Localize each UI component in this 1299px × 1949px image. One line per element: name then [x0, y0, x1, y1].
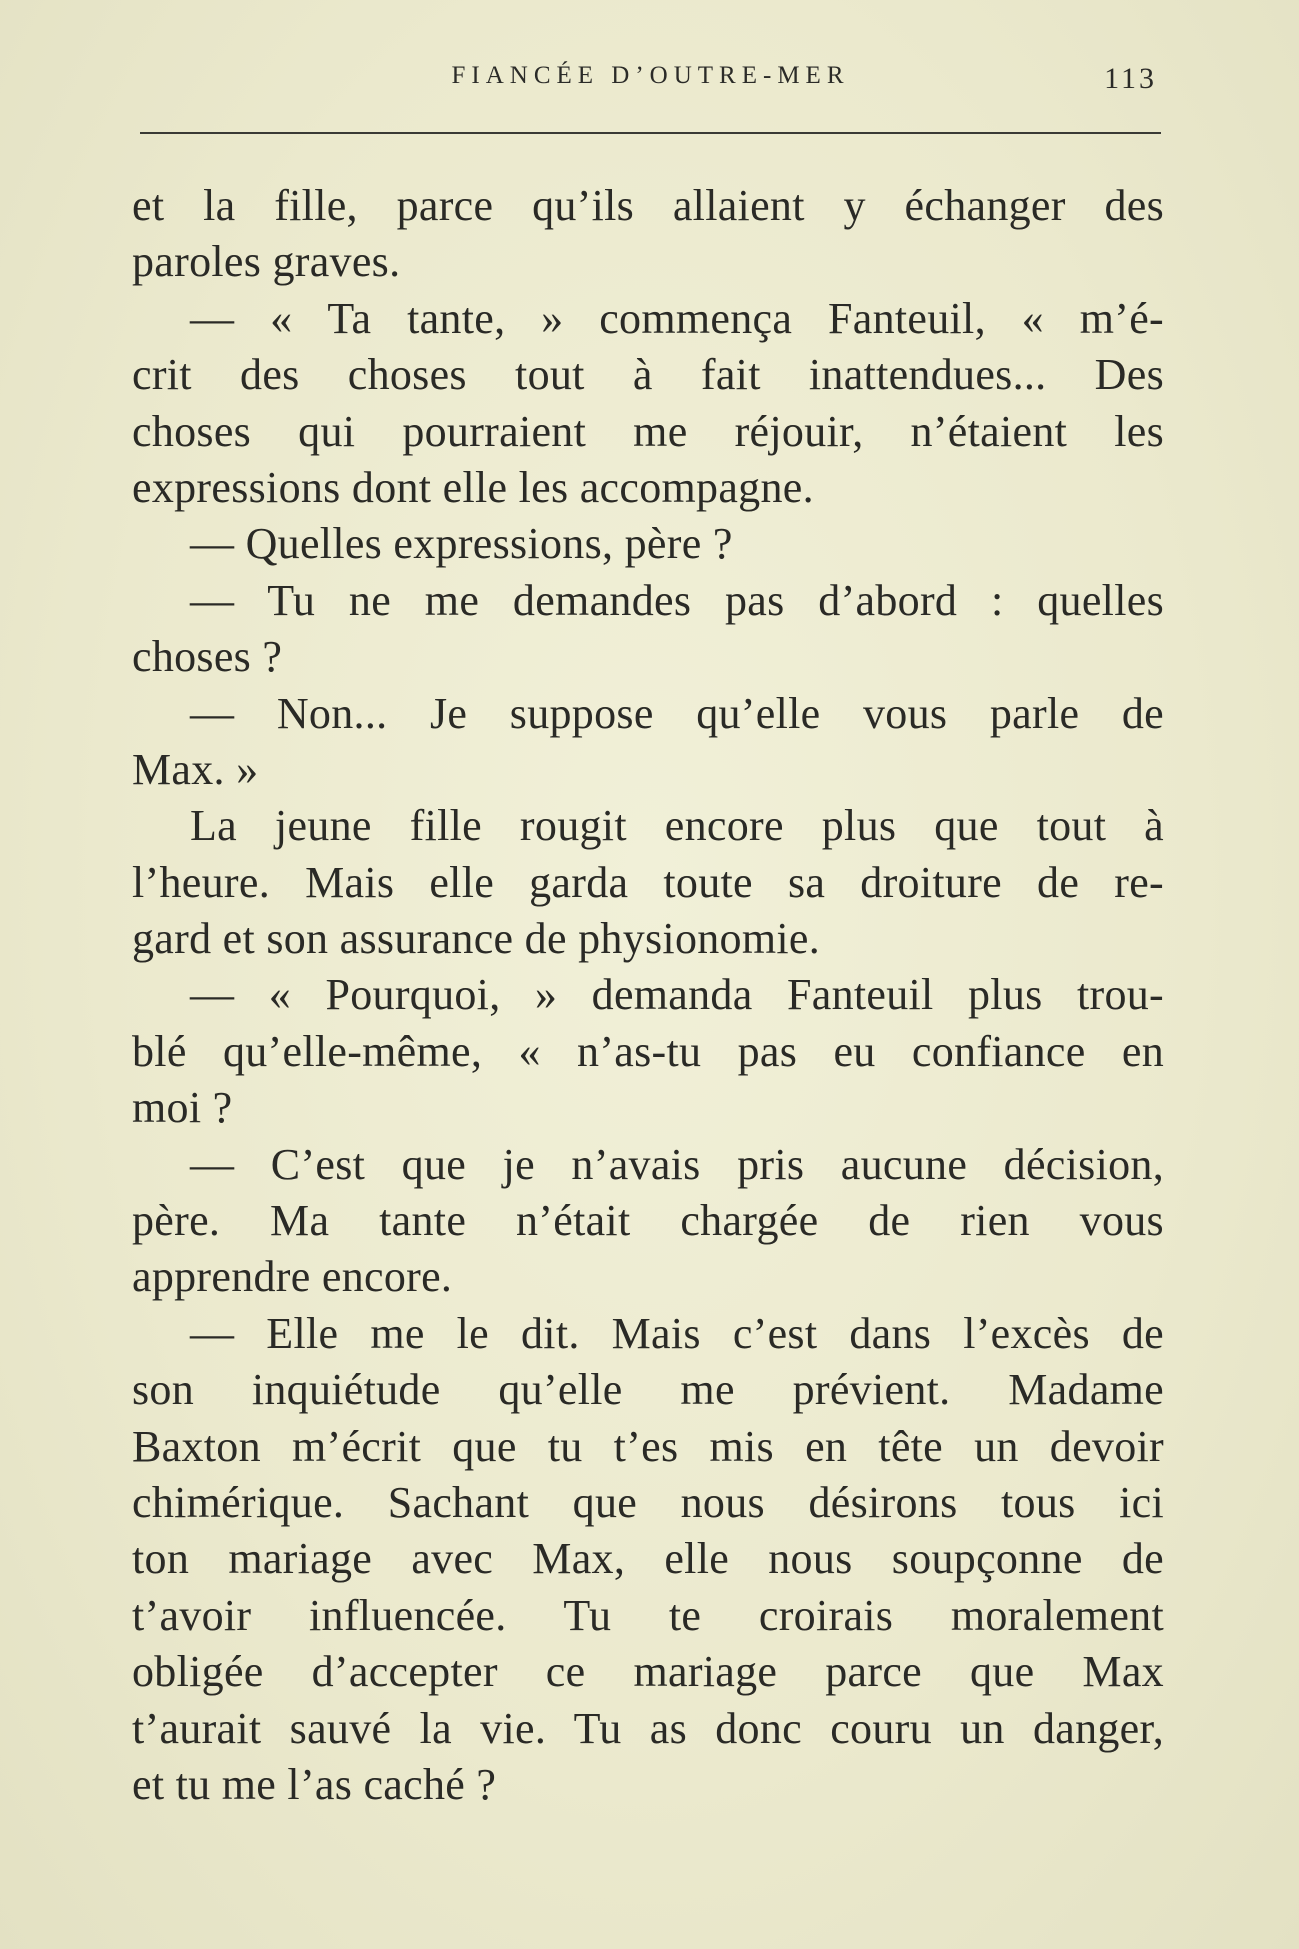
text-line: obligée d’accepter ce mariage parce que Max: [132, 1647, 1164, 1697]
text-line: et la fille, parce qu’ils allaient y échanger des: [132, 181, 1164, 230]
text-line: — Elle me le dit. Mais c’est dans l’excès de: [190, 1308, 1164, 1358]
text-line: gard et son assurance de physionomie.: [132, 914, 821, 964]
text-line: choses ?: [132, 632, 283, 682]
page-number: 113: [1104, 62, 1157, 95]
text-line: — Non... Je suppose qu’elle vous parle de: [190, 688, 1164, 738]
text-line: Max. »: [132, 744, 259, 794]
running-head: [140, 62, 1161, 102]
text-line: La jeune fille rougit encore plus que tout à: [190, 801, 1164, 851]
header-rule: [140, 132, 1161, 134]
text-line: Baxton m’écrit que tu t’es mis en tête un devoir: [132, 1421, 1164, 1471]
text-line: chimérique. Sachant que nous désirons tous ici: [132, 1477, 1164, 1527]
text-line: choses qui pourraient me réjouir, n’étaient les: [132, 406, 1164, 456]
text-line: moi ?: [132, 1083, 233, 1133]
text-line: — « Ta tante, » commença Fanteuil, « m’é-: [190, 293, 1164, 343]
text-line: ton mariage avec Max, elle nous soupçonne de: [132, 1534, 1164, 1584]
text-line: expressions dont elle les accompagne.: [132, 462, 814, 512]
text-line: son inquiétude qu’elle me prévient. Madame: [132, 1365, 1164, 1415]
text-line: blé qu’elle-même, « n’as-tu pas eu confiance en: [132, 1026, 1164, 1076]
text-line: — C’est que je n’avais pris aucune décision,: [190, 1139, 1164, 1189]
text-line: et tu me l’as caché ?: [132, 1759, 497, 1809]
text-line: l’heure. Mais elle garda toute sa droiture de re-: [132, 857, 1164, 907]
body-text: [132, 178, 1164, 1813]
text-line: t’aurait sauvé la vie. Tu as donc couru un danger,: [132, 1703, 1164, 1753]
text-line: — Tu ne me demandes pas d’abord : quelles: [190, 575, 1164, 625]
text-line: apprendre encore.: [132, 1252, 453, 1302]
text-line: t’avoir influencée. Tu te croirais moralement: [132, 1590, 1164, 1640]
text-line: paroles graves.: [132, 237, 401, 287]
text-line: crit des choses tout à fait inattendues... Des: [132, 350, 1164, 400]
text-line: — « Pourquoi, » demanda Fanteuil plus trou-: [190, 970, 1164, 1020]
text-line: — Quelles expressions, père ?: [190, 519, 733, 569]
running-title: FIANCÉE D’OUTRE-MER: [451, 62, 850, 89]
text-line: père. Ma tante n’était chargée de rien vous: [132, 1196, 1164, 1246]
